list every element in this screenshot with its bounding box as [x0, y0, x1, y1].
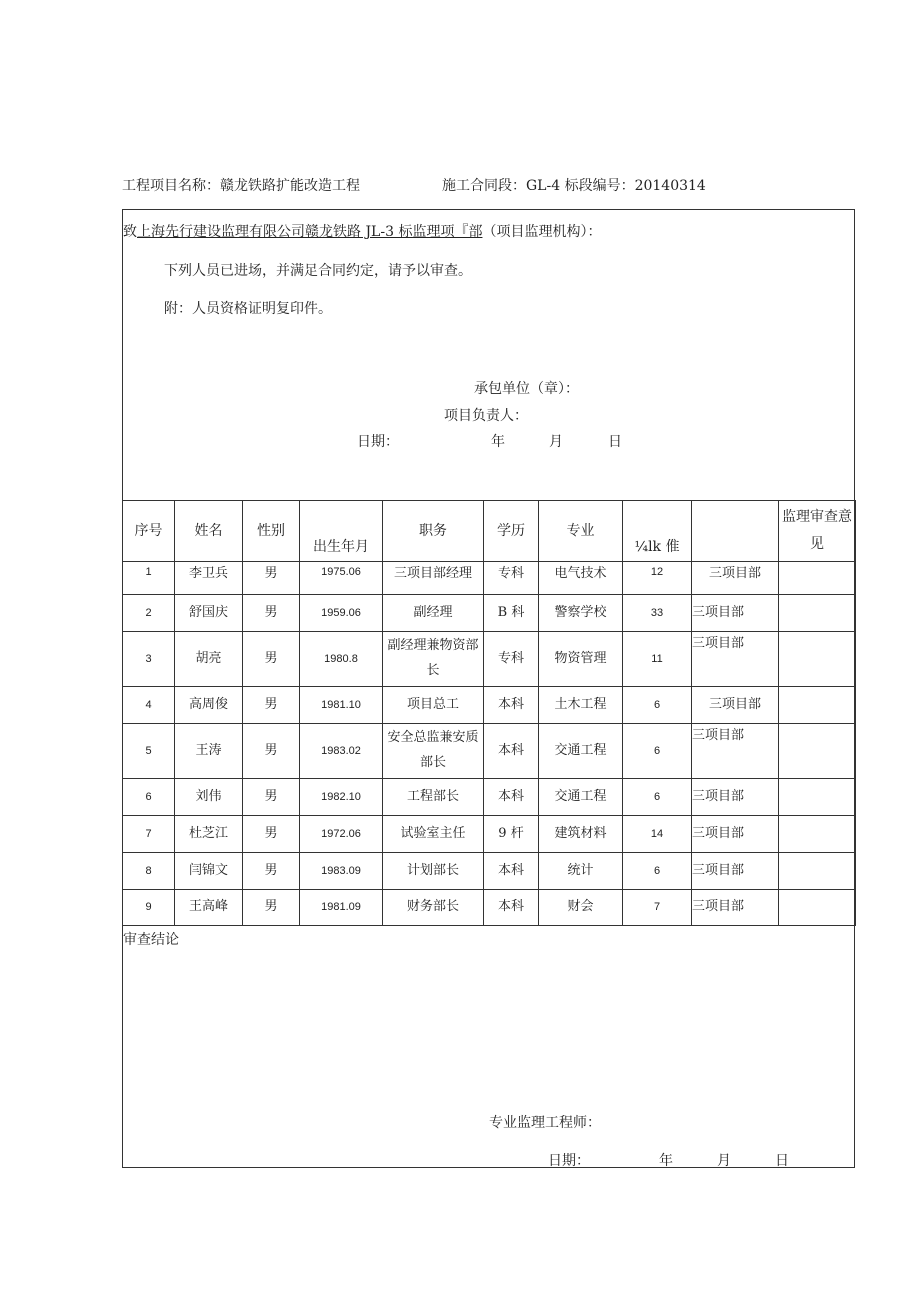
cell-years: 6 — [623, 853, 692, 890]
cell-birth: 1959.06 — [300, 595, 383, 632]
cell-education: 本科 — [484, 890, 539, 926]
cell-gender: 男 — [243, 632, 300, 687]
cell-years: 33 — [623, 595, 692, 632]
cell-gender: 男 — [243, 562, 300, 595]
date-year: 年 — [491, 434, 505, 450]
cell-education: 本科 — [484, 779, 539, 816]
cell-dept: 三项目部 — [692, 687, 779, 724]
cell-name: 杜芝江 — [175, 816, 243, 853]
cell-education: 本科 — [484, 687, 539, 724]
table-row — [123, 779, 856, 816]
cell-position: 计划部长 — [383, 853, 484, 890]
cell-birth: 1982.10 — [300, 779, 383, 816]
project-manager-label: 项目负责人： — [444, 408, 528, 424]
cell-major: 土木工程 — [539, 687, 623, 724]
cell-years: 6 — [623, 724, 692, 779]
cell-years: 6 — [623, 687, 692, 724]
cell-education: 专科 — [484, 562, 539, 595]
cell-position: 三项目部经理 — [383, 562, 484, 595]
cell-dept: 三项目部 — [692, 724, 779, 779]
cell-opinion — [779, 632, 856, 687]
cell-no: 9 — [123, 890, 175, 926]
cell-position: 项目总工 — [383, 687, 484, 724]
engineer-label: 专业监理工程师： — [489, 1115, 601, 1131]
cell-major: 统计 — [539, 853, 623, 890]
cell-major: 交通工程 — [539, 724, 623, 779]
personnel-table — [122, 500, 856, 926]
header-opinion: 监理审查意见 — [779, 501, 856, 562]
header-years: ¼lk 倠 — [623, 501, 692, 562]
cell-opinion — [779, 562, 856, 595]
cell-opinion — [779, 724, 856, 779]
cell-dept: 三项目部 — [692, 779, 779, 816]
cell-education: 本科 — [484, 724, 539, 779]
cell-major: 物资管理 — [539, 632, 623, 687]
cell-birth: 1981.09 — [300, 890, 383, 926]
cell-position: 安全总监兼安质部长 — [383, 724, 484, 779]
cell-dept: 三项目部 — [692, 632, 779, 687]
cell-years: 6 — [623, 779, 692, 816]
addressee: 上海先行建设监理有限公司赣龙铁路 JL-3 标监理项『部 — [137, 224, 483, 240]
date-label: 日期： — [357, 434, 399, 450]
addressee-line — [123, 221, 601, 241]
cell-birth: 1972.06 — [300, 816, 383, 853]
date-day: 日 — [608, 434, 622, 450]
contract-section: 施工合同段：GL-4 标段编号：20140314 — [442, 178, 706, 194]
cell-birth: 1980.8 — [300, 632, 383, 687]
header-birth: 出生年月 — [300, 501, 383, 562]
cell-name: 高周俊 — [175, 687, 243, 724]
cell-dept: 三项目部 — [692, 853, 779, 890]
table-row — [123, 853, 856, 890]
project-name: 工程项目名称：赣龙铁路扩能改造工程 — [122, 178, 360, 194]
contractor-seal-label: 承包单位（章）： — [474, 381, 579, 397]
table-row — [123, 687, 856, 724]
cell-major: 电气技术 — [539, 562, 623, 595]
cell-dept: 三项目部 — [692, 816, 779, 853]
table-row — [123, 816, 856, 853]
table-row — [123, 890, 856, 926]
header-no: 序号 — [123, 501, 175, 562]
header-name: 姓名 — [175, 501, 243, 562]
table-row — [123, 595, 856, 632]
cell-no: 5 — [123, 724, 175, 779]
cell-name: 王涛 — [175, 724, 243, 779]
cell-opinion — [779, 890, 856, 926]
cell-no: 2 — [123, 595, 175, 632]
cell-years: 12 — [623, 562, 692, 595]
review-date-day: 日 — [775, 1153, 789, 1169]
cell-major: 警察学校 — [539, 595, 623, 632]
addressee-suffix: （项目监理机构）： — [482, 224, 602, 240]
table-row — [123, 562, 856, 595]
cell-position: 财务部长 — [383, 890, 484, 926]
cell-years: 7 — [623, 890, 692, 926]
cell-no: 3 — [123, 632, 175, 687]
cell-opinion — [779, 595, 856, 632]
cell-major: 建筑材料 — [539, 816, 623, 853]
table-row — [123, 632, 856, 687]
cell-gender: 男 — [243, 595, 300, 632]
application-section — [123, 210, 854, 501]
header-position: 职务 — [383, 501, 484, 562]
cell-position: 副经理兼物资部长 — [383, 632, 484, 687]
cell-years: 11 — [623, 632, 692, 687]
cell-name: 胡亮 — [175, 632, 243, 687]
header-major: 专业 — [539, 501, 623, 562]
cell-name: 王高峰 — [175, 890, 243, 926]
cell-no: 7 — [123, 816, 175, 853]
cell-no: 6 — [123, 779, 175, 816]
table-row — [123, 724, 856, 779]
cell-opinion — [779, 853, 856, 890]
cell-gender: 男 — [243, 779, 300, 816]
cell-years: 14 — [623, 816, 692, 853]
cell-opinion — [779, 687, 856, 724]
addressee-prefix: 致 — [123, 224, 137, 240]
cell-no: 4 — [123, 687, 175, 724]
cell-position: 试验室主任 — [383, 816, 484, 853]
cell-no: 1 — [123, 562, 175, 595]
cell-education: B 科 — [484, 595, 539, 632]
paragraph-attachment: 附：人员资格证明复印件。 — [164, 301, 332, 317]
cell-opinion — [779, 816, 856, 853]
cell-name: 舒国庆 — [175, 595, 243, 632]
cell-birth: 1981.10 — [300, 687, 383, 724]
cell-opinion — [779, 779, 856, 816]
cell-name: 李卫兵 — [175, 562, 243, 595]
cell-birth: 1975.06 — [300, 562, 383, 595]
review-date-year: 年 — [659, 1153, 673, 1169]
table-header-row — [123, 501, 856, 562]
review-date-label: 日期： — [548, 1153, 590, 1169]
cell-birth: 1983.02 — [300, 724, 383, 779]
cell-education: 9 杆 — [484, 816, 539, 853]
form-box — [122, 209, 855, 1168]
header-education: 学历 — [484, 501, 539, 562]
cell-name: 闫锦文 — [175, 853, 243, 890]
cell-gender: 男 — [243, 853, 300, 890]
cell-birth: 1983.09 — [300, 853, 383, 890]
cell-gender: 男 — [243, 724, 300, 779]
header-dept — [692, 501, 779, 562]
cell-education: 专科 — [484, 632, 539, 687]
cell-dept: 三项目部 — [692, 890, 779, 926]
date-month: 月 — [549, 434, 563, 450]
cell-dept: 三项目部 — [692, 595, 779, 632]
cell-education: 本科 — [484, 853, 539, 890]
cell-major: 财会 — [539, 890, 623, 926]
review-section — [123, 926, 854, 1168]
cell-dept: 三项目部 — [692, 562, 779, 595]
cell-major: 交通工程 — [539, 779, 623, 816]
header-gender: 性别 — [243, 501, 300, 562]
review-date-month: 月 — [717, 1153, 731, 1169]
review-conclusion-label: 审查结论 — [123, 932, 179, 948]
paragraph-request: 下列人员已进场，并满足合同约定，请予以审查。 — [164, 263, 472, 279]
cell-gender: 男 — [243, 687, 300, 724]
cell-position: 工程部长 — [383, 779, 484, 816]
cell-position: 副经理 — [383, 595, 484, 632]
cell-gender: 男 — [243, 890, 300, 926]
cell-gender: 男 — [243, 816, 300, 853]
cell-name: 刘伟 — [175, 779, 243, 816]
cell-no: 8 — [123, 853, 175, 890]
